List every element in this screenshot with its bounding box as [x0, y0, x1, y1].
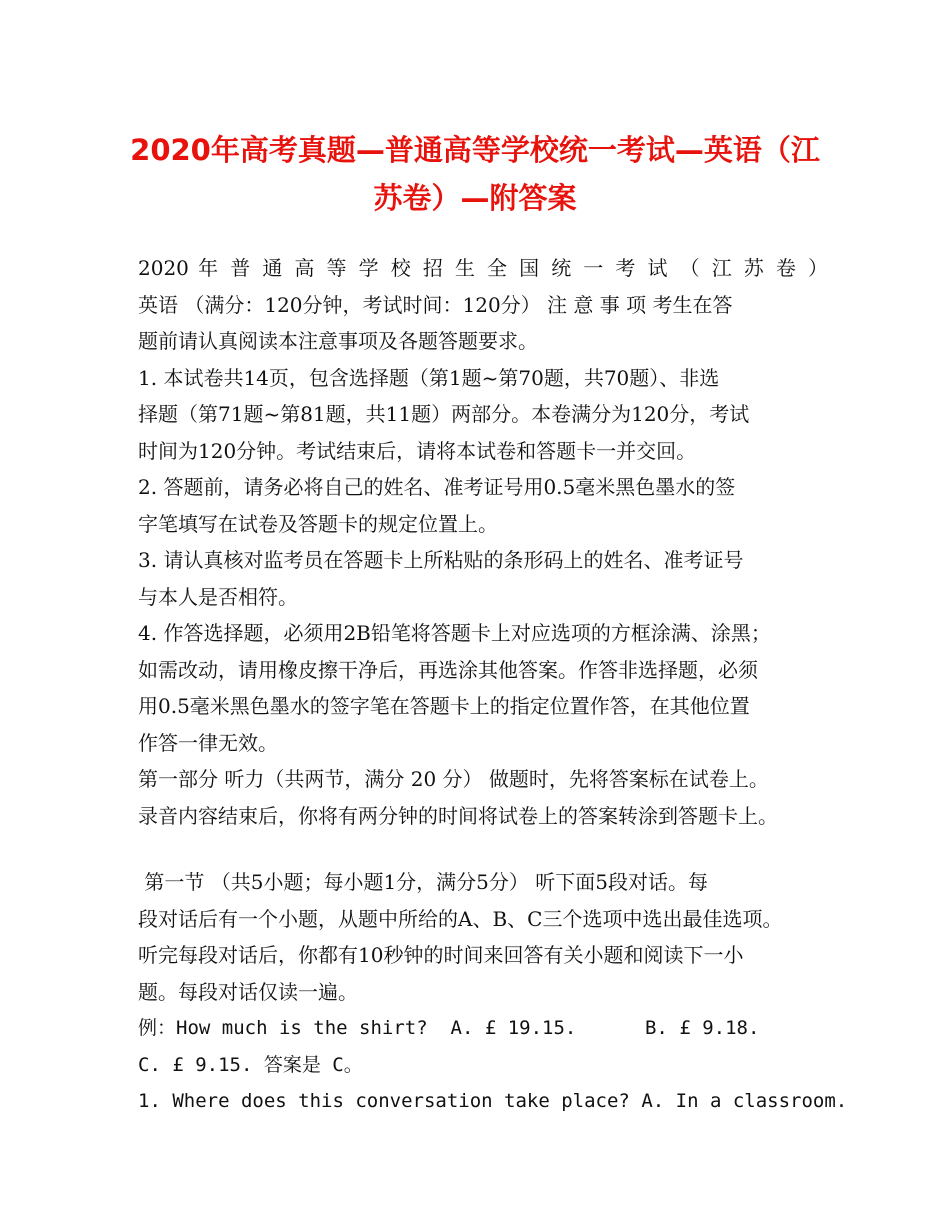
body-line: 与本人是否相符。: [138, 584, 298, 609]
exam-heading-line: 2020 年 普 通 高 等 学 校 招 生 全 国 统 一 考 试 （ 江 苏 卷 ）: [138, 256, 828, 280]
body-line: 3. 请认真核对监考员在答题卡上所粘贴的条形码上的姓名、准考证号: [138, 548, 744, 572]
body-line: 作答一律无效。: [138, 730, 278, 755]
section-line: 听完每段对话后，你都有10秒钟的时间来回答有关小题和阅读下一小: [138, 943, 744, 967]
question-line: 1. Where does this conversation take place? A. In a classroom.: [138, 1090, 848, 1112]
title-line-2: 苏卷）—附答案: [373, 181, 577, 215]
body-line: 录音内容结束后，你将有两分钟的时间将试卷上的答案转涂到答题卡上。: [138, 803, 778, 828]
body-line: 1. 本试卷共14页，包含选择题（第1题~第70题，共70题）、非选: [138, 365, 720, 390]
section-line: 题。每段对话仅读一遍。: [138, 979, 358, 1004]
body-line: 第一部分 听力（共两节，满分 20 分） 做题时，先将答案标在试卷上。: [138, 767, 769, 791]
example-question-line: 例：How much is the shirt? A. £ 19.15. B. £ 9.18.: [138, 1017, 760, 1039]
body-line: 字笔填写在试卷及答题卡的规定位置上。: [138, 511, 498, 536]
example-answer-line: C. £ 9.15. 答案是 C。: [138, 1053, 363, 1076]
body-line: 2. 答题前，请务必将自己的姓名、准考证号用0.5毫米黑色墨水的签: [138, 475, 736, 499]
body-line: 英语 （满分：120分钟，考试时间：120分） 注 意 事 项 考生在答: [138, 292, 733, 317]
body-line: 4. 作答选择题，必须用2B铅笔将答题卡上对应选项的方框涂满、涂黑；: [138, 621, 771, 645]
body-line: 用0.5毫米黑色墨水的签字笔在答题卡上的指定位置作答，在其他位置: [138, 694, 750, 718]
section-gap: [138, 834, 828, 864]
section-line: 段对话后有一个小题，从题中所给的A、B、C三个选项中选出最佳选项。: [138, 906, 783, 931]
title-line-1: 2020年高考真题—普通高等学校统一考试—英语（江: [130, 133, 820, 167]
document-body: [138, 250, 848, 1120]
body-line: 题前请认真阅读本注意事项及各题答题要求。: [138, 329, 538, 353]
body-line: 时间为120分钟。考试结束后，请将本试卷和答题卡一并交回。: [138, 438, 697, 463]
section-line: 第一节 （共5小题；每小题1分，满分5分） 听下面5段对话。每: [138, 870, 708, 894]
body-line: 择题（第71题~第81题，共11题）两部分。本卷满分为120分，考试: [138, 402, 750, 426]
document-title: [120, 126, 830, 222]
body-line: 如需改动，请用橡皮擦干净后，再选涂其他答案。作答非选择题，必须: [138, 657, 758, 682]
